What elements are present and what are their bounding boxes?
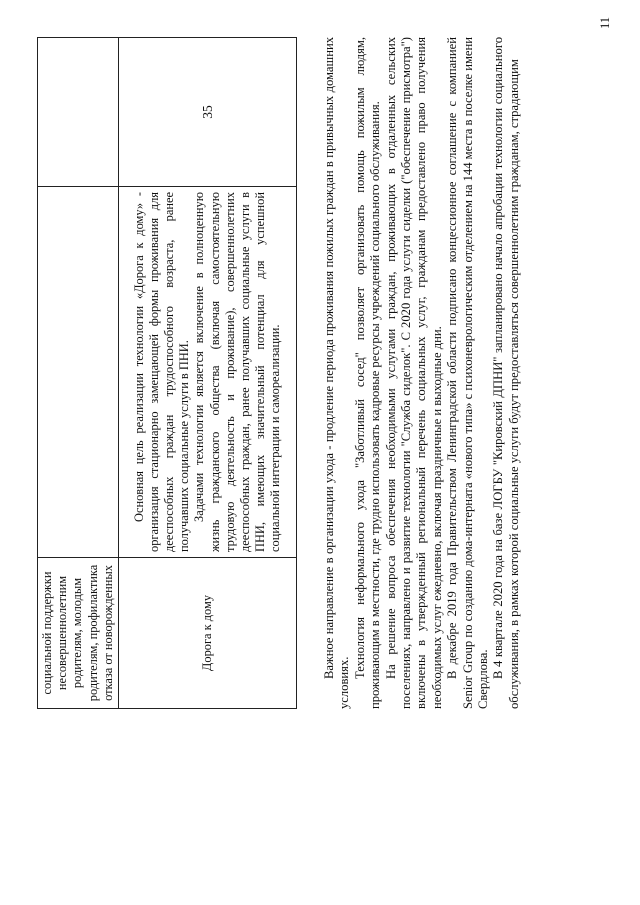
table-cell-technology-name: Дорога к дому: [119, 558, 297, 709]
table-cell-count: [38, 38, 119, 187]
table-cell-description: [38, 187, 119, 558]
body-paragraph: На решение вопроса обеспечения необходимыми услугами граждан, проживающих в отдаленных сельских поселениях, направлено и развитие технологии "Служба сиделок". С 2020 года услуги сиделки ("обеспечение присмотра") включены в утвержденный региональный перечень социальных услуг, гражданам предоставлено право получения необходимых услуг ежедневно, включая праздничные и выходные дни.: [383, 37, 444, 709]
description-paragraph: Основная цель реализации технологии «Дорога к дому» - организация стационарно замещающей формы проживания для дееспособных граждан трудоспособного возраста, ранее получавших социальные услуги в ПНИ.: [131, 192, 192, 552]
table-row: [119, 38, 297, 709]
body-text: [322, 37, 522, 709]
body-paragraph: Важное направление в организации ухода - продление периода проживания пожилых граждан в привычных домашних условиях.: [322, 37, 352, 709]
technology-table: [37, 37, 297, 709]
body-paragraph: В декабре 2019 года Правительством Ленинградской области подписано концессионное соглашение с компанией Senior Group по созданию дома-интерната «нового типа» с психоневрологическим отделением на 144 места в поселке имени Свердлова.: [445, 37, 491, 709]
table-cell-technology-name: социальной поддержки несовершеннолетним родителям, молодым родителям, профилактика отказа от новорожденных: [38, 558, 119, 709]
body-paragraph: В 4 квартале 2020 года на базе ЛОГБУ "Кировский ДПНИ" запланировано начало апробации технологии социального обслуживания, в рамках которой социальные услуги будут предоставляться совершеннолетним гражданам, страдающим: [491, 37, 521, 709]
body-paragraph: Технология неформального ухода "Заботливый сосед" позволяет организовать помощь пожилым людям, проживающим в местности, где трудно использовать кадровые ресурсы учреждений социального обслуживания.: [352, 37, 383, 709]
table-row: [38, 38, 119, 709]
table-cell-count: 35: [119, 38, 297, 187]
page-number: 11: [598, 16, 612, 29]
description-paragraph: Задачами технологии является включение в полноценную жизнь гражданского общества (включая самостоятельную трудовую деятельность и проживание), совершеннолетних дееспособных граждан, ранее получавших социальные услуги в ПНИ, имеющих значительный потенциал для успешной социальной интеграции и самореализации.: [192, 192, 283, 552]
table-cell-description: [119, 187, 297, 558]
